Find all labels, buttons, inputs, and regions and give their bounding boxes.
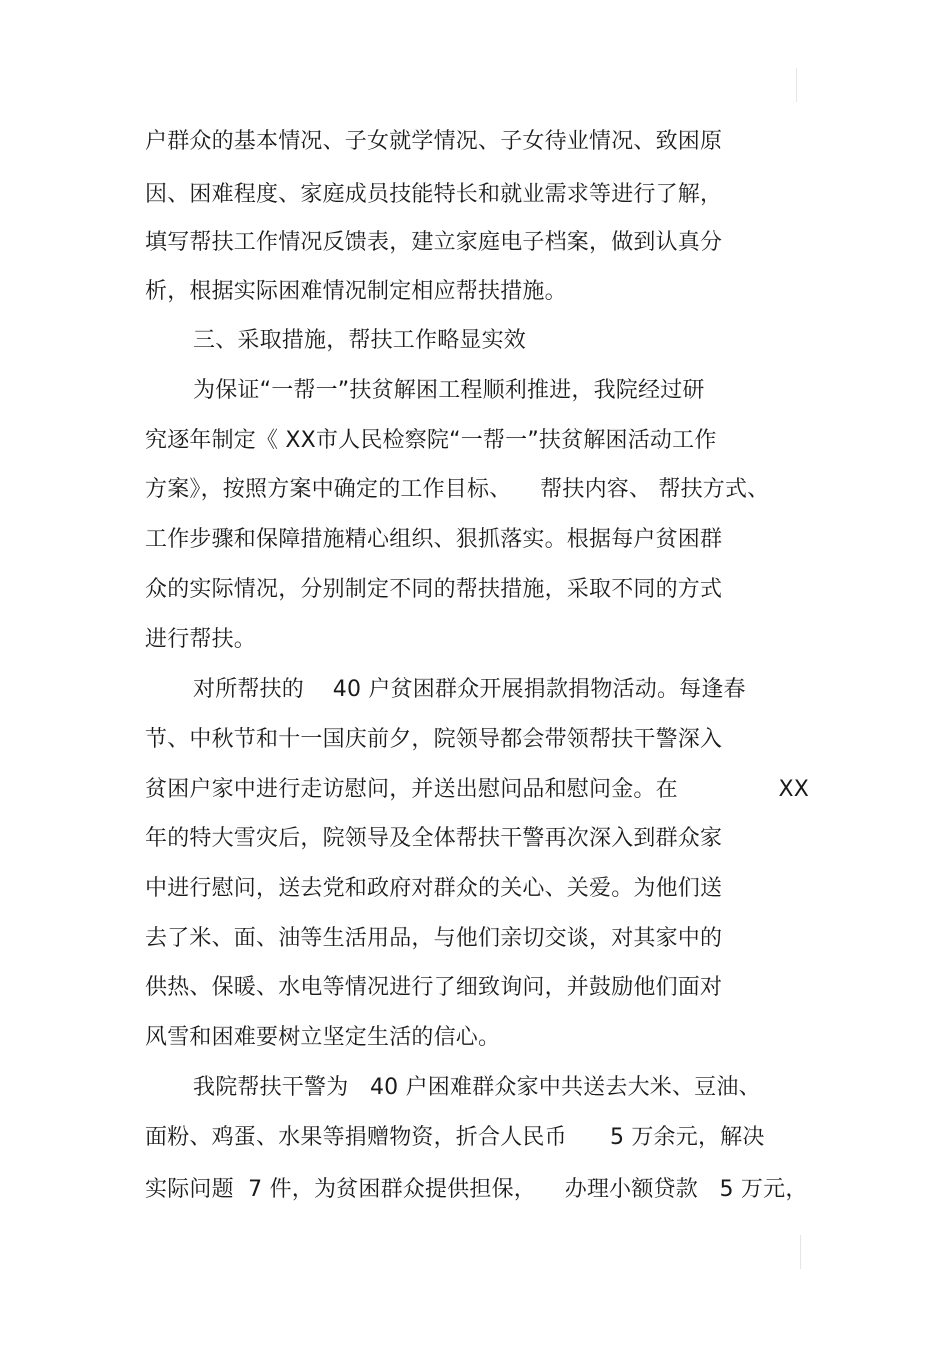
text-line: 去了米、面、油等生活用品，与他们亲切交谈，对其家中的 <box>145 926 723 951</box>
text-line: 进行帮扶。 <box>145 627 257 652</box>
text-line: 方案》，按照方案中确定的工作目标、 帮扶内容、 帮扶方式、 <box>145 477 770 502</box>
text-line: 风雪和困难要树立坚定生活的信心。 <box>145 1025 501 1050</box>
paragraph-first-line: 对所帮扶的 40 户贫困群众开展捐款捐物活动。每逢春 <box>193 677 746 702</box>
text-line: 实际问题 7 件，为贫困群众提供担保， 办理小额贷款 5 万元， <box>145 1177 808 1202</box>
text-line: 供热、保暖、水电等情况进行了细致询问，并鼓励他们面对 <box>145 975 723 1000</box>
paragraph-first-line: 我院帮扶干警为 40 户困难群众家中共送去大米、豆油、 <box>193 1075 761 1100</box>
text-line: 贫困户家中进行走访慰问，并送出慰问品和慰问金。在 XX <box>145 777 810 802</box>
text-line: 面粉、鸡蛋、水果等捐赠物资，折合人民币 5 万余元，解决 <box>145 1125 765 1150</box>
text-line: 中进行慰问，送去党和政府对群众的关心、关爱。为他们送 <box>145 876 723 901</box>
page-edge-mark-top <box>796 68 797 102</box>
text-line: 年的特大雪灾后，院领导及全体帮扶干警再次深入到群众家 <box>145 826 723 851</box>
text-line: 因、困难程度、家庭成员技能特长和就业需求等进行了解， <box>145 182 723 207</box>
page-edge-mark-bottom <box>800 1235 801 1269</box>
text-line: 众的实际情况，分别制定不同的帮扶措施，采取不同的方式 <box>145 577 723 602</box>
text-line: 节、中秋节和十一国庆前夕，院领导都会带领帮扶干警深入 <box>145 727 723 752</box>
text-line: 填写帮扶工作情况反馈表，建立家庭电子档案，做到认真分 <box>145 230 723 255</box>
section-heading: 三、采取措施，帮扶工作略显实效 <box>193 328 527 353</box>
paragraph-first-line: 为保证“一帮一”扶贫解困工程顺利推进，我院经过研 <box>193 378 705 403</box>
text-line: 析，根据实际困难情况制定相应帮扶措施。 <box>145 279 567 304</box>
text-line: 户群众的基本情况、子女就学情况、子女待业情况、致困原 <box>145 129 723 154</box>
text-line: 工作步骤和保障措施精心组织、狠抓落实。根据每户贫困群 <box>145 527 723 552</box>
text-line: 究逐年制定《 XX市人民检察院“一帮一”扶贫解困活动工作 <box>145 428 717 453</box>
